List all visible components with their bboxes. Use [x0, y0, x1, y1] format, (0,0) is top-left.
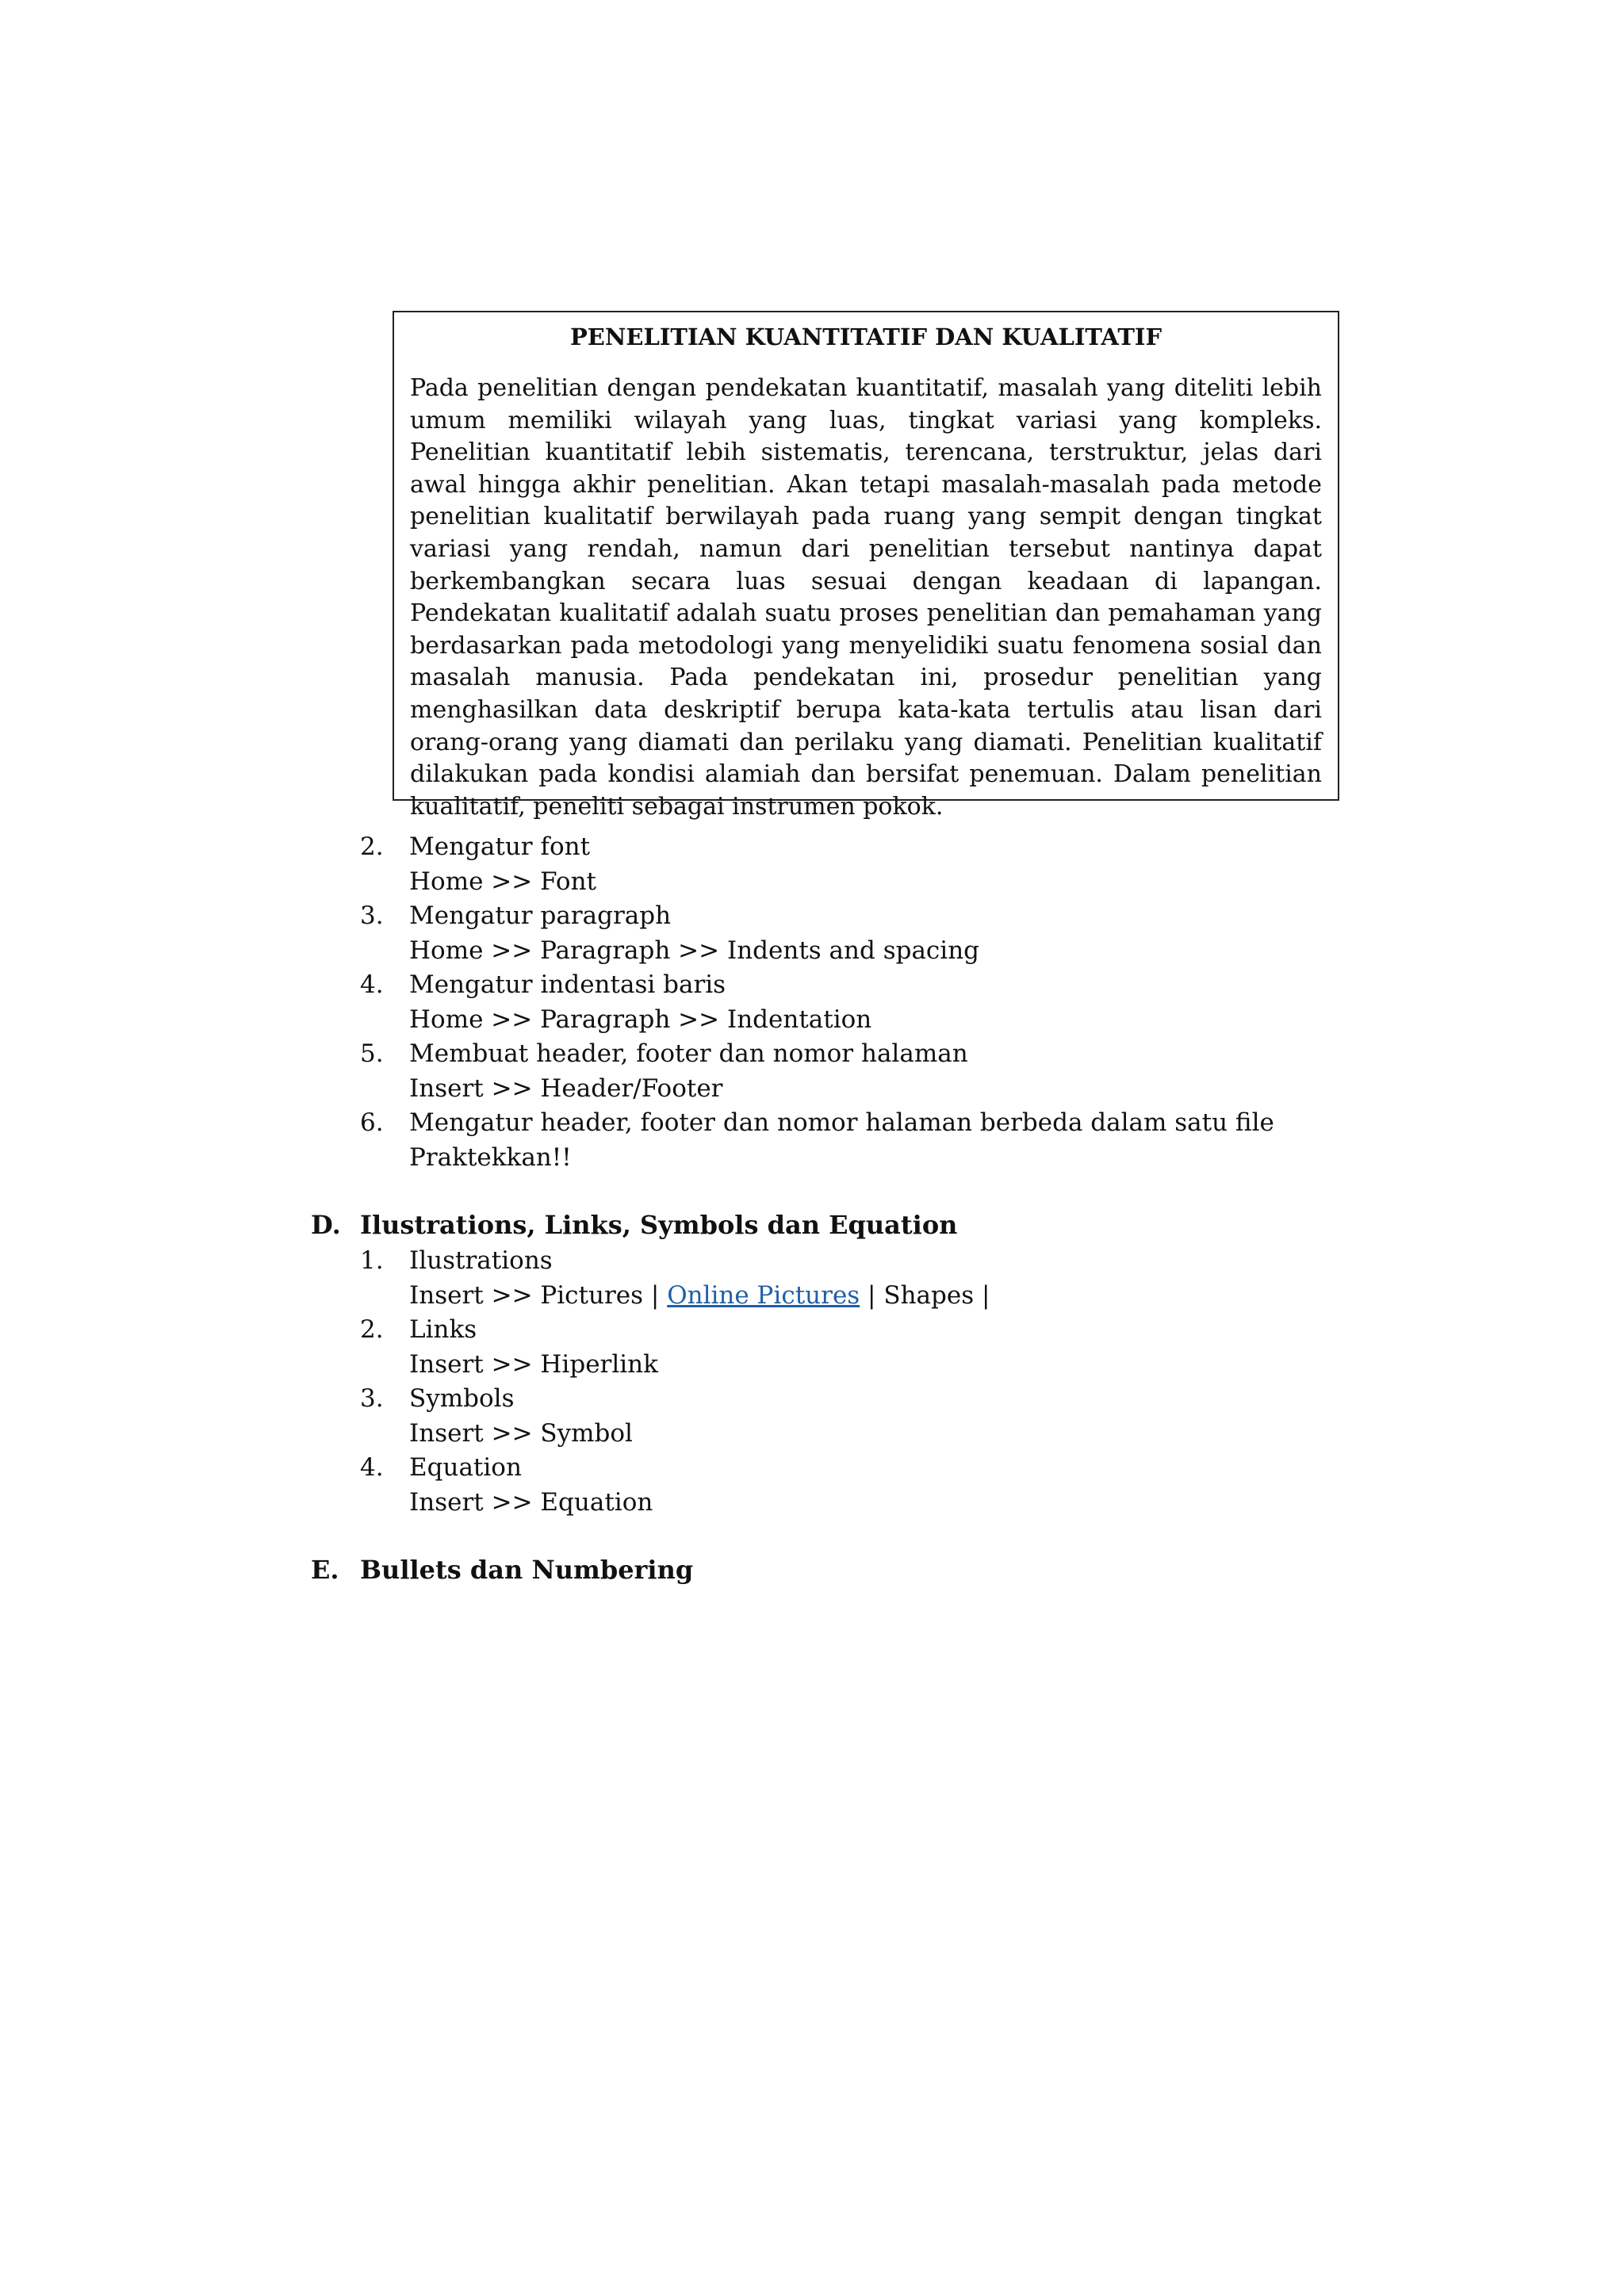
list-number: 1.: [360, 1246, 384, 1275]
list-item-sub: Home >> Font: [409, 867, 596, 896]
box-paragraph: Pada penelitian dengan pendekatan kuantitatif, masalah yang diteliti lebih umum memiliki wilayah yang luas, tingkat variasi yang kompleks. Penelitian kuantitatif lebih sistematis, terencana, terstruktur, jelas dari awal hingga akhir penelitian. Akan tetapi masalah-masalah pada metode penelitian kualitatif berwilayah pada ruang yang sempit dengan tingkat variasi yang rendah, namun dari penelitian tersebut nantinya dapat berkembangkan secara luas sesuai dengan keadaan di lapangan. Pendekatan kualitatif adalah suatu proses penelitian dan pemahaman yang berdasarkan pada metodologi yang menyelidiki suatu fenomena sosial dan masalah manusia. Pada pendekatan ini, prosedur penelitian yang menghasilkan data deskriptif berupa kata-kata tertulis atau lisan dari orang-orang yang diamati dan perilaku yang diamati. Penelitian kualitatif dilakukan pada kondisi alamiah dan bersifat penemuan. Dalam penelitian kualitatif, peneliti sebagai instrumen pokok.: [410, 374, 1322, 821]
list-item-title: Mengatur indentasi baris: [409, 970, 726, 999]
list-item-title: Ilustrations: [409, 1246, 553, 1275]
list-item-title: Equation: [409, 1453, 522, 1482]
list-item-sub: Insert >> Header/Footer: [409, 1074, 723, 1103]
list-number: 2.: [360, 832, 384, 861]
list-item-title: Membuat header, footer dan nomor halaman: [409, 1039, 968, 1068]
list-number: 4.: [360, 970, 384, 999]
list-item-title: Links: [409, 1315, 477, 1344]
list-item-sub: Insert >> Hiperlink: [409, 1350, 658, 1379]
info-box: [393, 311, 1339, 821]
box-title: PENELITIAN KUANTITATIF DAN KUALITATIF: [569, 323, 1162, 350]
list-item-sub: Home >> Paragraph >> Indentation: [409, 1005, 872, 1034]
list-number: 3.: [360, 1384, 384, 1413]
list-number: 2.: [360, 1315, 384, 1344]
section-letter: E.: [311, 1555, 339, 1585]
list-item-title: Symbols: [409, 1384, 515, 1413]
list-item-title: Mengatur header, footer dan nomor halaman berbeda dalam satu file: [409, 1108, 1274, 1137]
list-item-sub: Insert >> Equation: [409, 1488, 653, 1517]
list-number: 5.: [360, 1039, 384, 1068]
list-number: 6.: [360, 1108, 384, 1137]
list-item-title: Mengatur font: [409, 832, 591, 861]
section-title: Bullets dan Numbering: [360, 1555, 694, 1585]
list-item-sub: Praktekkan!!: [409, 1143, 572, 1172]
list-item-sub: Insert >> Symbol: [409, 1419, 633, 1448]
list-number: 4.: [360, 1453, 384, 1482]
list-number: 3.: [360, 901, 384, 930]
sub-prefix: Insert >> Pictures |: [409, 1281, 668, 1310]
section-letter: D.: [311, 1210, 341, 1240]
sub-suffix: | Shapes |: [860, 1281, 990, 1310]
list-item-sub: Home >> Paragraph >> Indents and spacing: [409, 936, 980, 965]
list-item-sub: [409, 1278, 990, 1313]
list-item-title: Mengatur paragraph: [409, 901, 672, 930]
online-pictures-link[interactable]: Online Pictures: [667, 1281, 860, 1310]
section-title: Ilustrations, Links, Symbols dan Equation: [360, 1210, 958, 1240]
